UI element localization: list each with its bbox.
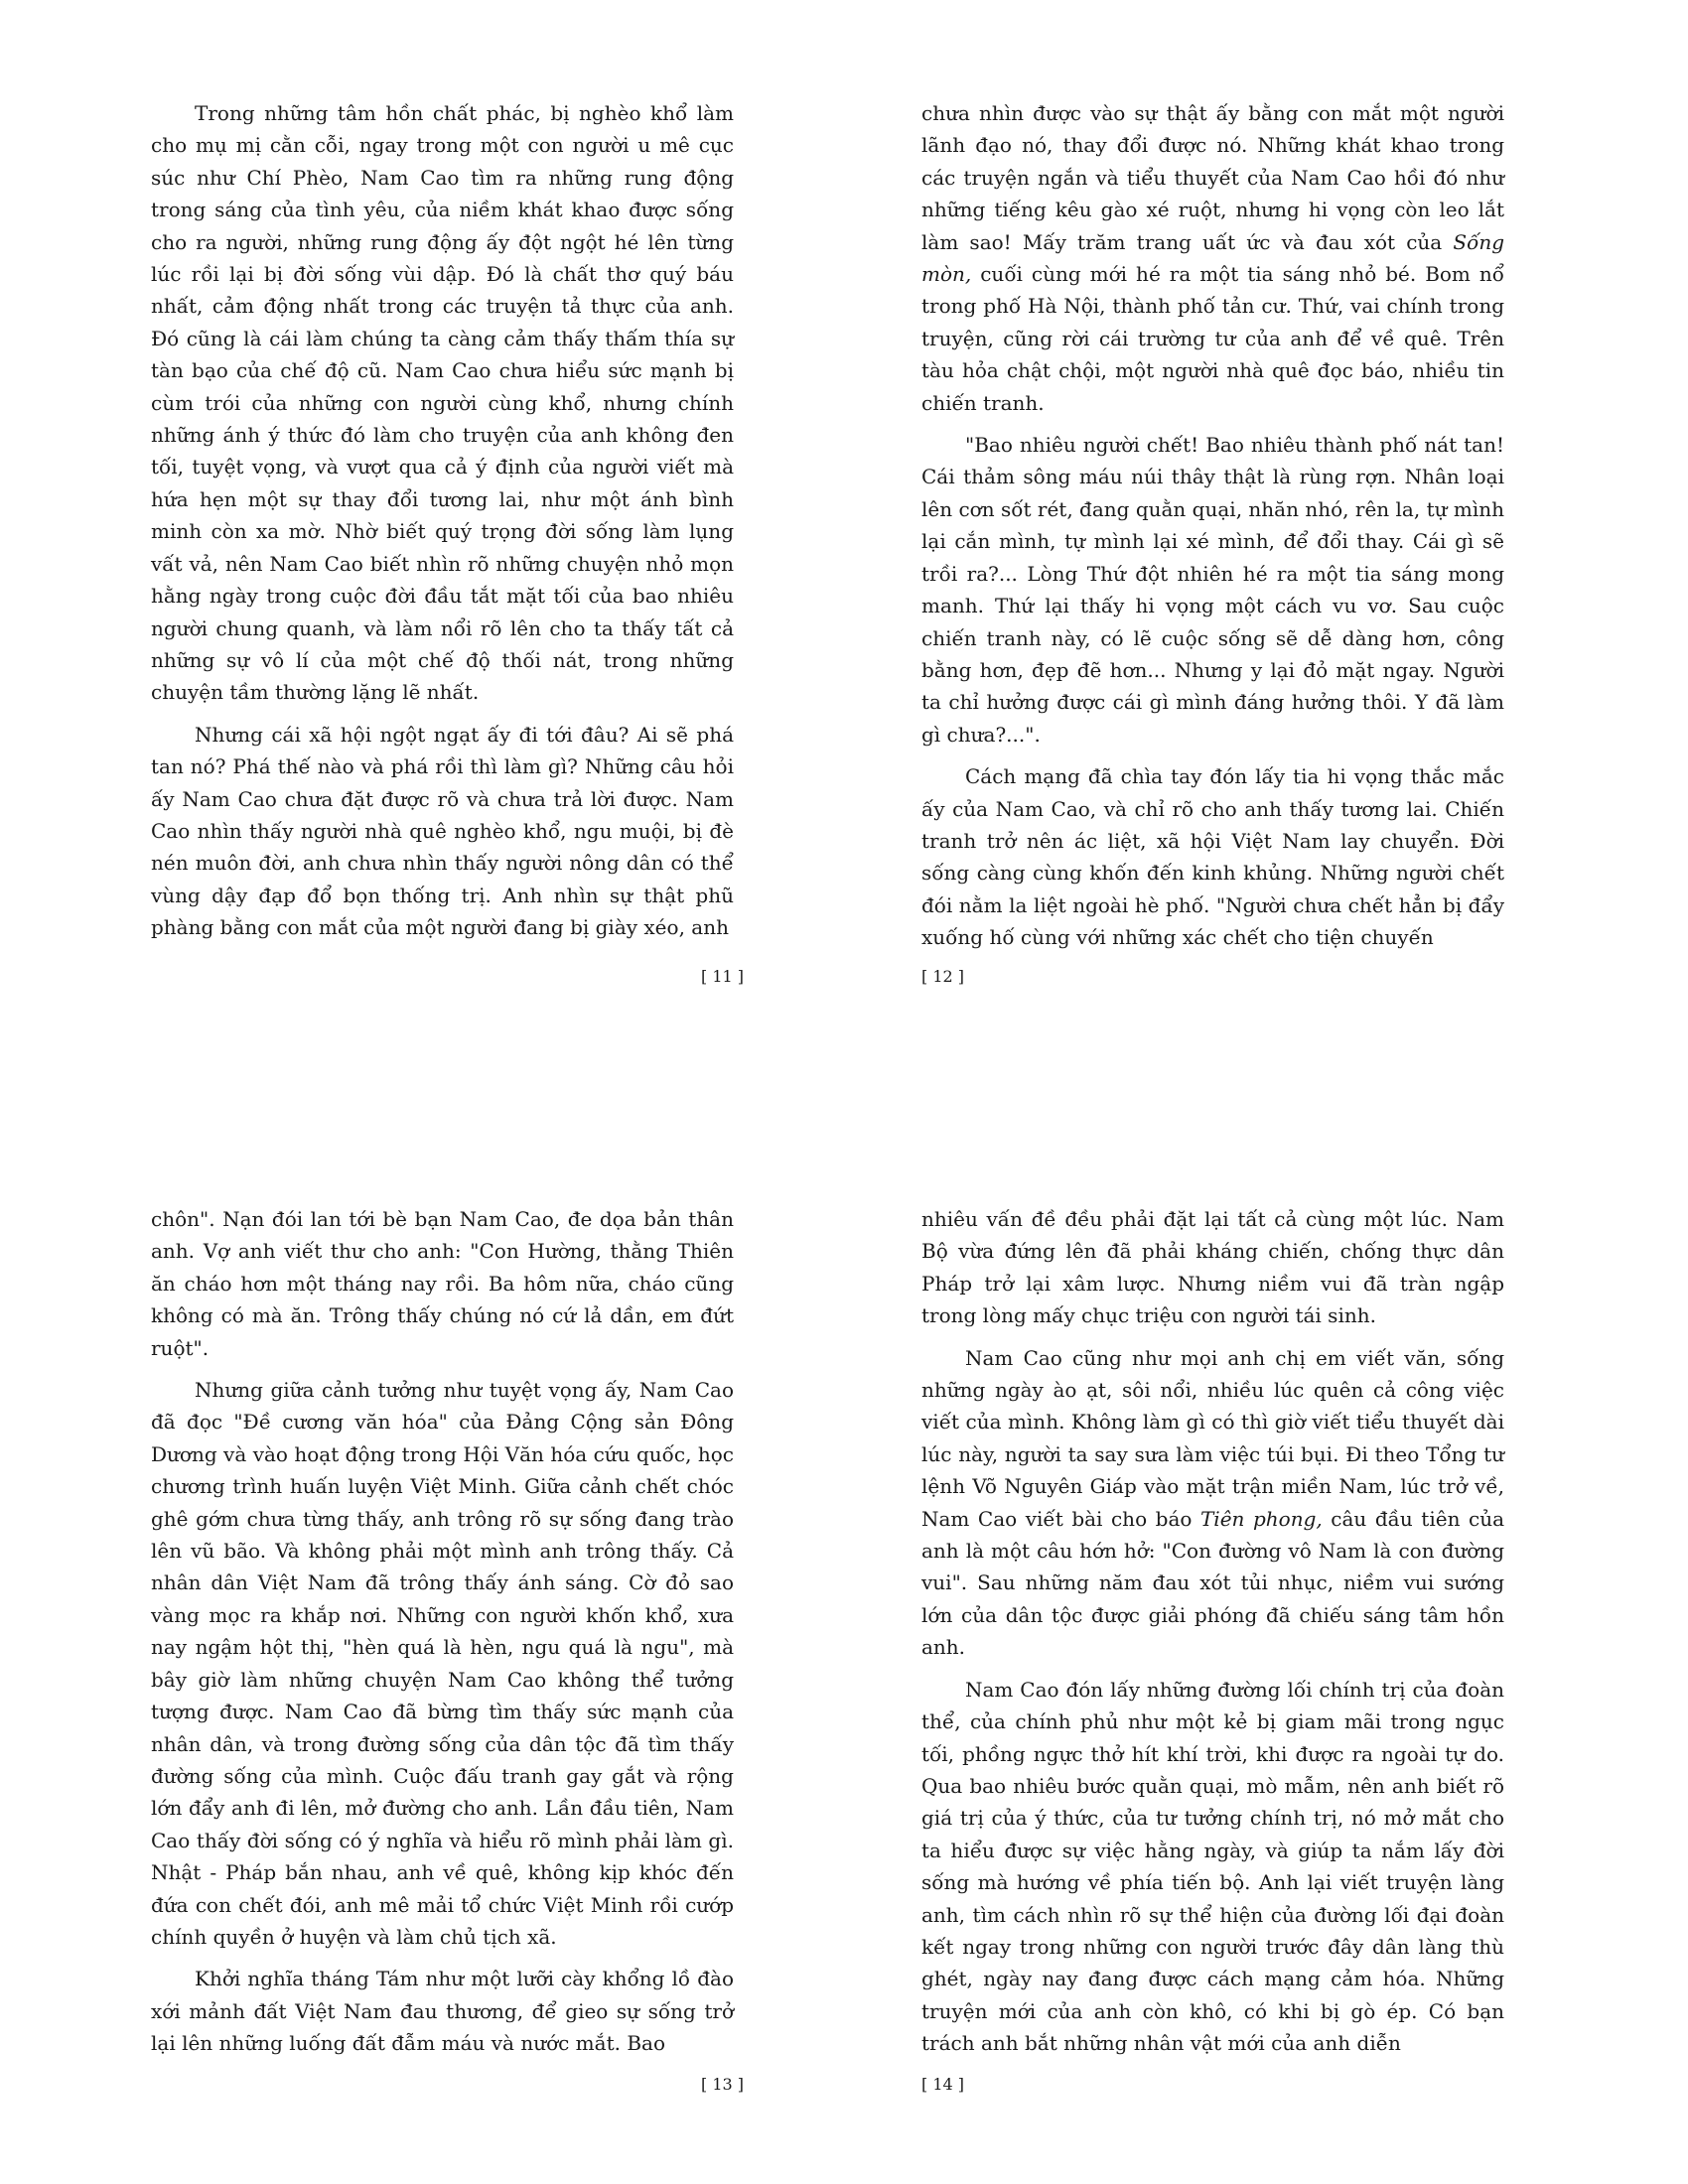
page-11-body (151, 97, 734, 954)
newspaper-title-tien-phong: Tiên phong, (1199, 1506, 1323, 1531)
page-13-paragraph-1: chôn". Nạn đói lan tới bè bạn Nam Cao, đe dọa bản thân anh. Vợ anh viết thư cho anh: "Con Hường, thằng Thiên ăn cháo hơn một tháng nay rồi. Ba hôm nữa, cháo cũng không có mà ăn. Trông thấy chúng nó cứ lả dần, em đứt ruột". (151, 1207, 734, 1360)
page-13-paragraph-2: Nhưng giữa cảnh tưởng như tuyệt vọng ấy, Nam Cao đã đọc "Đề cương văn hóa" của Đảng Cộng sản Đông Dương và vào hoạt động trong Hội Văn hóa cứu quốc, học chương trình huấn luyện Việt Minh. Giữa cảnh chết chóc ghê gớm chưa từng thấy, anh trông rõ sự sống đang trào lên vũ bão. Và không phải một mình anh trông thấy. Cả nhân dân Việt Nam đã trông thấy ánh sáng. Cờ đỏ sao vàng mọc ra khắp nơi. Những con người khốn khổ, xưa nay ngậm hột thị, "hèn quá là hèn, ngu quá là ngu", mà bây giờ làm những chuyện Nam Cao không thể tưởng tượng được. Nam Cao đã bừng tìm thấy sức mạnh của nhân dân, và trong đường sống của dân tộc đã tìm thấy đường sống của mình. Cuộc đấu tranh gay gắt và rộng lớn đẩy anh đi lên, mở đường cho anh. Lần đầu tiên, Nam Cao thấy đời sống có ý nghĩa và hiểu rõ mình phải làm gì. Nhật - Pháp bắn nhau, anh về quê, không kịp khóc đến đứa con chết đói, anh mê mải tổ chức Việt Minh rồi cướp chính quyền ở huyện và làm chủ tịch xã. (151, 1378, 734, 1949)
page-13-body (151, 1203, 734, 2070)
page-14-body (921, 1203, 1504, 2070)
page-14-paragraph-3: Nam Cao đón lấy những đường lối chính trị của đoàn thể, của chính phủ như một kẻ bị giam mãi trong ngục tối, phồng ngực thở hít khí trời, khi được ra ngoài tự do. Qua bao nhiêu bước quằn quại, mò mẫm, nên anh biết rõ giá trị của ý thức, của tư tưởng chính trị, nó mở mắt cho ta hiểu được sự việc hằng ngày, và giúp ta nắm lấy đời sống mà hướng về phía tiến bộ. Anh lại viết truyện làng anh, tìm cách nhìn rõ sự thể hiện của đường lối đại đoàn kết ngay trong những con người trước đây dân làng thù ghét, ngày nay đang được cách mạng cảm hóa. Những truyện mới của anh còn khô, có khi bị gò ép. Có bạn trách anh bắt những nhân vật mới của anh diễn (921, 1677, 1504, 2056)
page-12-paragraph-1 (921, 97, 1504, 419)
page-12-body (921, 97, 1504, 964)
page-12-paragraph-1-text-a: chưa nhìn được vào sự thật ấy bằng con mắt một người lãnh đạo nó, thay đổi được nó. Những khát khao trong các truyện ngắn và tiểu thuyết của Nam Cao hồi đó như những tiếng kêu gào xé ruột, nhưng hi vọng còn leo lắt làm sao! Mấy trăm trang uất ức và đau xót của (921, 101, 1504, 254)
page-12-paragraph-2: "Bao nhiêu người chết! Bao nhiêu thành phố nát tan! Cái thảm sông máu núi thây thật là rùng rợn. Nhân loại lên cơn sốt rét, đang quằn quại, nhăn nhó, rên la, tự mình lại cắn mình, tự mình lại xé mình, để đổi thay. Cái gì sẽ trồi ra?... Lòng Thứ đột nhiên hé ra một tia sáng mong manh. Thứ lại thấy hi vọng một cách vu vơ. Sau cuộc chiến tranh này, có lẽ cuộc sống sẽ dễ dàng hơn, công bằng hơn, đẹp đẽ hơn... Nhưng y lại đỏ mặt ngay. Người ta chỉ hưởng được cái gì mình đáng hưởng thôi. Y đã làm gì chưa?...". (921, 433, 1504, 747)
page-11-paragraph-2: Nhưng cái xã hội ngột ngạt ấy đi tới đâu? Ai sẽ phá tan nó? Phá thế nào và phá rồi thì làm gì? Những câu hỏi ấy Nam Cao chưa đặt được rõ và chưa trả lời được. Nam Cao nhìn thấy người nhà quê nghèo khổ, ngu muội, bị đè nén muôn đời, anh chưa nhìn thấy người nông dân có thể vùng dậy đạp đổ bọn thống trị. Anh nhìn sự thật phũ phàng bằng con mắt của một người đang bị giày xéo, anh (151, 722, 734, 940)
page-12-paragraph-1-text-b: cuối cùng mới hé ra một tia sáng nhỏ bé. Bom nổ trong phố Hà Nội, thành phố tản cư. Thứ, vai chính trong truyện, cũng rời cái trường tư của anh để về quê. Trên tàu hỏa chật chội, một người nhà quê đọc báo, nhiều tin chiến tranh. (921, 262, 1504, 415)
page-14-paragraph-2 (921, 1342, 1504, 1664)
page-number-14: [ 14 ] (921, 2075, 965, 2094)
page-number-12: [ 12 ] (921, 967, 965, 986)
page-11-paragraph-1: Trong những tâm hồn chất phác, bị nghèo khổ làm cho mụ mị cằn cỗi, ngay trong một con người u mê cục súc như Chí Phèo, Nam Cao tìm ra những rung động trong sáng của tình yêu, của niềm khát khao được sống cho ra người, những rung động ấy đột ngột hé lên từng lúc rồi lại bị đời sống vùi dập. Đó là chất thơ quý báu nhất, cảm động nhất trong các truyện tả thực của anh. Đó cũng là cái làm chúng ta càng cảm thấy thấm thía sự tàn bạo của chế độ cũ. Nam Cao chưa hiểu sức mạnh bị cùm trói của những con người cùng khổ, nhưng chính những ánh ý thức đó làm cho truyện của anh không đen tối, tuyệt vọng, và vượt qua cả ý định của người viết mà hứa hẹn một sự thay đổi tương lai, như một ánh bình minh còn xa mờ. Nhờ biết quý trọng đời sống làm lụng vất vả, nên Nam Cao biết nhìn rõ những chuyện nhỏ mọn hằng ngày trong cuộc đời đầu tắt mặt tối của bao nhiêu người chung quanh, và làm nổi rõ lên cho ta thấy tất cả những sự vô lí của một chế độ thối nát, trong những chuyện tầm thường lặng lẽ nhất. (151, 101, 734, 705)
page-14-paragraph-1: nhiêu vấn đề đều phải đặt lại tất cả cùng một lúc. Nam Bộ vừa đứng lên đã phải kháng chiến, chống thực dân Pháp trở lại xâm lược. Nhưng niềm vui đã tràn ngập trong lòng mấy chục triệu con người tái sinh. (921, 1207, 1504, 1328)
page-13-paragraph-3: Khởi nghĩa tháng Tám như một lưỡi cày khổng lồ đào xới mảnh đất Việt Nam đau thương, để gieo sự sống trở lại lên những luống đất đẫm máu và nước mắt. Bao (151, 1967, 734, 2056)
book-title-song-mon: Sống mòn, (921, 229, 1504, 287)
page-14-paragraph-2-text-a: Nam Cao cũng như mọi anh chị em viết văn, sống những ngày ào ạt, sôi nổi, nhiều lúc quên cả công việc viết của mình. Không làm gì có thì giờ viết tiểu thuyết dài lúc này, người ta say sưa làm việc túi bụi. Đi theo Tổng tư lệnh Võ Nguyên Giáp vào mặt trận miền Nam, lúc trở về, Nam Cao viết bài cho báo (921, 1345, 1504, 1531)
page-14-paragraph-2-text-b: câu đầu tiên của anh là một câu hớn hở: "Con đường vô Nam là con đường vui". Sau những năm đau xót tủi nhục, niềm vui sướng lớn của dân tộc được giải phóng đã chiếu sáng tâm hồn anh. (921, 1506, 1505, 1660)
page-number-11: [ 11 ] (701, 967, 745, 986)
page-12-paragraph-3: Cách mạng đã chìa tay đón lấy tia hi vọng thắc mắc ấy của Nam Cao, và chỉ rõ cho anh thấy tương lai. Chiến tranh trở nên ác liệt, xã hội Việt Nam lay chuyển. Đời sống càng cùng khốn đến kinh khủng. Những người chết đói nằm la liệt ngoài hè phố. "Người chưa chết hẳn bị đẩy xuống hố cùng với những xác chết cho tiện chuyến (921, 764, 1504, 950)
page-number-13: [ 13 ] (701, 2075, 745, 2094)
